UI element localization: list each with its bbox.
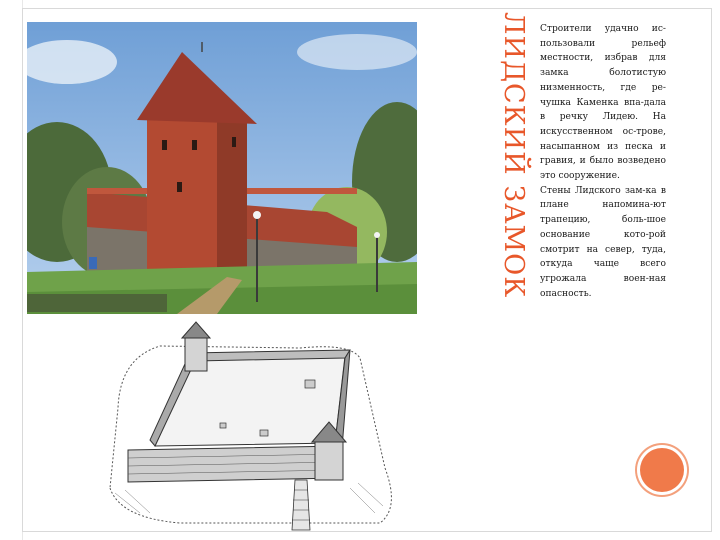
slide-left-border [0,0,23,540]
castle-photo [27,22,417,314]
body-paragraph-2: Стены Лидского зам-ка в плане напомина-ют трапецию, боль-шое основание кото-рой смотрит на север, туда, откуда чаще всего угрожала воен-ная опасность. [540,185,666,299]
body-paragraph-1: Строители удачно ис-пользовали рельеф местности, избрав для замка болотистую низменность, где ре-чушка Каменка впа-дала в речку Лидею. На искусственном ос-трове, насыпанном из песка и гравия, и было возведено это сооружение. [540,24,666,182]
slide-body-text [540,22,666,301]
slide-title: ЛИДСКИЙ ЗАМОК [498,11,529,299]
decorative-accent-circle [640,448,684,492]
slide-title-container [496,11,530,299]
castle-plan-sketch [100,318,400,532]
